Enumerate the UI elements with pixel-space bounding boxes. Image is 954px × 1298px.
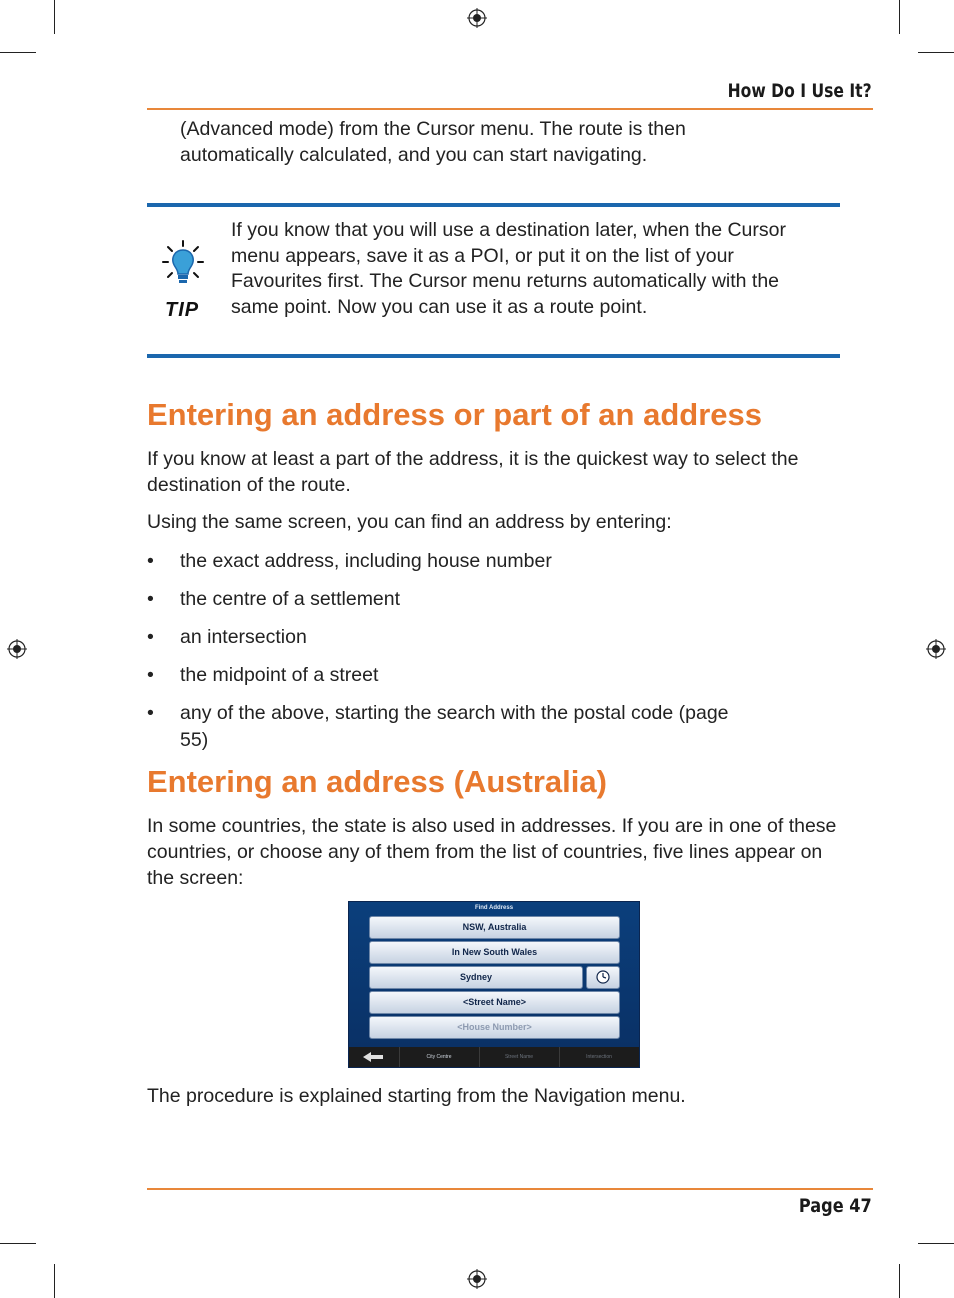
crop-mark (0, 52, 36, 53)
footer-rule (147, 1188, 873, 1190)
list-item: • the centre of a settlement (147, 588, 401, 610)
registration-mark-icon (467, 1269, 487, 1289)
list-item: • an intersection (147, 626, 307, 648)
section-heading-australia: Entering an address (Australia) (147, 764, 607, 799)
crop-mark (899, 0, 900, 34)
crop-mark (54, 0, 55, 34)
state-field: NSW, Australia (369, 916, 620, 939)
registration-mark-icon (467, 8, 487, 28)
find-address-screenshot (348, 901, 640, 1068)
house-number-field: <House Number> (369, 1016, 620, 1039)
intro-paragraph: (Advanced mode) from the Cursor menu. The route is then automatically calculated, and you can start navigating. (180, 118, 686, 166)
crop-mark (899, 1264, 900, 1298)
registration-mark-icon (926, 639, 946, 659)
address-options-list (147, 548, 847, 765)
registration-mark-icon (7, 639, 27, 659)
street-field: <Street Name> (369, 991, 620, 1014)
screen-title: Find Address (474, 905, 514, 911)
list-item: • the midpoint of a street (147, 664, 379, 686)
screen-bottom-bar (349, 1047, 639, 1067)
section-heading-address: Entering an address or part of an address (147, 397, 762, 432)
tip-bottom-rule (147, 354, 840, 358)
crop-mark (918, 52, 954, 53)
tip-top-rule (147, 203, 840, 207)
city-centre-button: City Centre (399, 1047, 478, 1067)
section2-paragraph-1: In some countries, the state is also used in addresses. If you are in one of these countries, or choose any of them from the list of countries, five lines appear on the screen: (147, 815, 837, 889)
lightbulb-icon (162, 239, 204, 291)
section1-paragraph-2: Using the same screen, you can find an address by entering: (147, 511, 672, 533)
intersection-button: Intersection (559, 1047, 638, 1067)
settlement-field: Sydney (369, 966, 583, 989)
history-button (586, 966, 620, 989)
city-field: In New South Wales (369, 941, 620, 964)
page-number: Page 47 (799, 1195, 872, 1217)
header-rule (147, 108, 873, 110)
tip-text: If you know that you will use a destination later, when the Cursor menu appears, save it as a POI, or put it on the list of your Favourites first. The Cursor menu returns automatically with the same point. Now you can use it as a route point. (231, 219, 786, 318)
running-header: How Do I Use It? (727, 80, 872, 102)
tip-label: TIP (165, 299, 200, 321)
section1-paragraph-1: If you know at least a part of the address, it is the quickest way to select the destination of the route. (147, 448, 799, 496)
crop-mark (54, 1264, 55, 1298)
tip-box (147, 203, 840, 357)
crop-mark (918, 1243, 954, 1244)
section2-paragraph-2: The procedure is explained starting from the Navigation menu. (147, 1085, 686, 1107)
list-item: • any of the above, starting the search with the postal code (page 55) (147, 702, 729, 751)
back-arrow-icon (363, 1052, 383, 1062)
list-item: • the exact address, including house number (147, 550, 552, 572)
street-name-button: Street Name (479, 1047, 558, 1067)
crop-mark (0, 1243, 36, 1244)
clock-icon (596, 970, 610, 984)
